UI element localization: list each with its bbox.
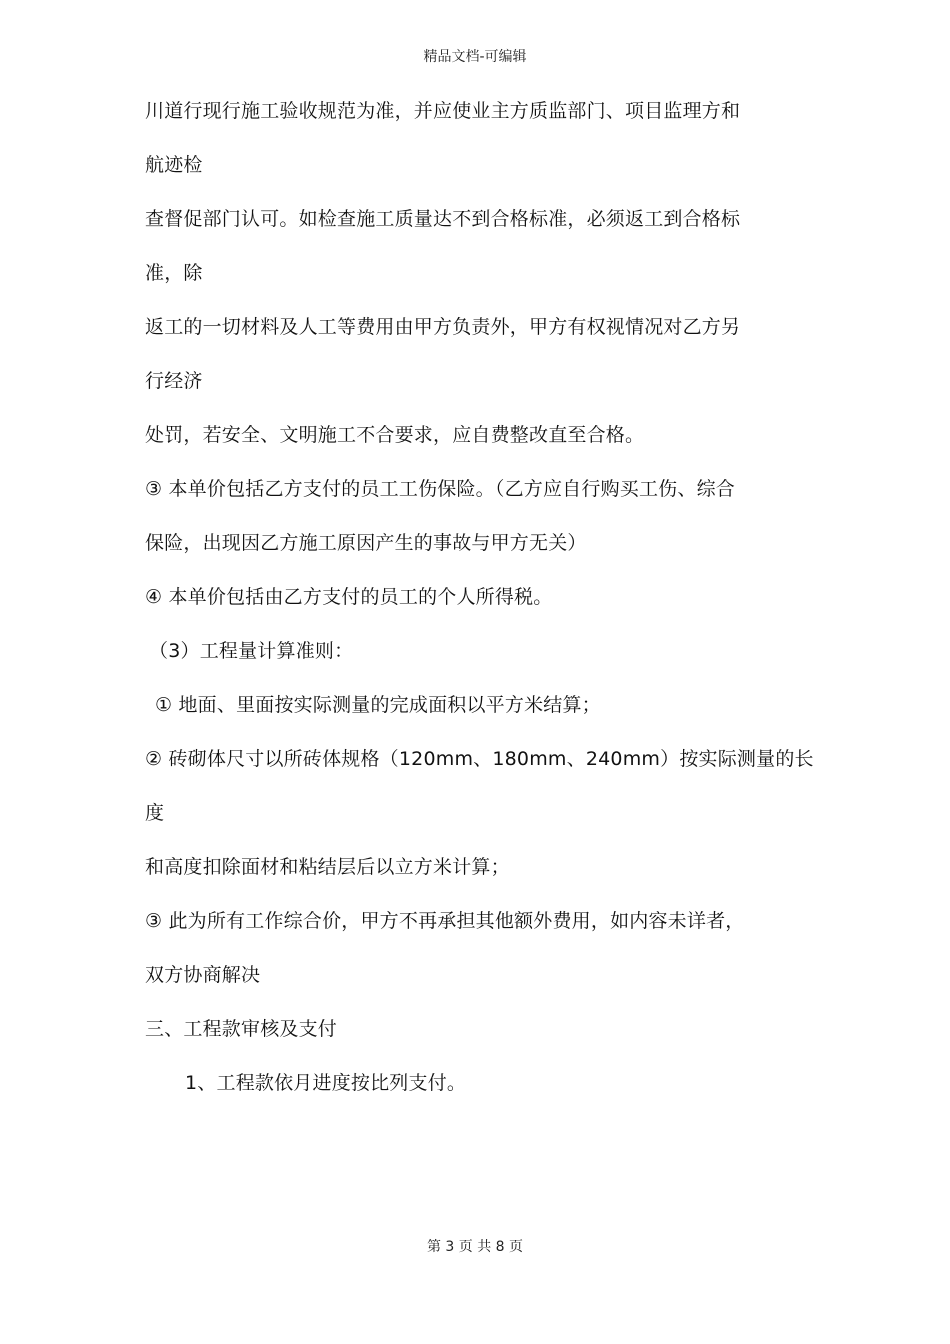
paragraph-line: 准，除 [145,262,203,284]
paragraph-line: 处罚，若安全、文明施工不合要求，应自费整改直至合格。 [145,424,645,446]
document-body [145,84,825,1110]
numbered-item-line: 1、工程款依月进度按比列支付。 [185,1072,467,1094]
paragraph-line: 行经济 [145,370,203,392]
paragraph-line: 保险，出现因乙方施工原因产生的事故与甲方无关） [145,532,587,554]
numbered-item-line: ② 砖砌体尺寸以所砖体规格（120mm、180mm、240mm）按实际测量的长 [145,748,814,770]
paragraph-line: 查督促部门认可。如检查施工质量达不到合格标准，必须返工到合格标 [145,208,741,230]
paragraph-line: 返工的一切材料及人工等费用由甲方负责外，甲方有权视情况对乙方另 [145,316,741,338]
paragraph-line: 双方协商解决 [145,964,261,986]
paragraph-line: 和高度扣除面材和粘结层后以立方米计算； [145,856,510,878]
page-footer: 第 3 页 共 8 页 [426,1239,524,1255]
section-subheading: （3）工程量计算准则： [149,640,354,662]
paragraph-line: 度 [145,802,165,824]
numbered-item-line: ① 地面、里面按实际测量的完成面积以平方米结算； [155,694,601,716]
section-heading: 三、工程款审核及支付 [145,1018,338,1040]
paragraph-line: 航迹检 [145,154,203,176]
paragraph-line: 川道行现行施工验收规范为准，并应使业主方质监部门、项目监理方和 [145,100,741,122]
numbered-item-line: ③ 本单价包括乙方支付的员工工伤保险。（乙方应自行购买工伤、综合 [145,478,735,500]
page-header: 精品文档-可编辑 [423,49,527,65]
numbered-item-line: ③ 此为所有工作综合价，甲方不再承担其他额外费用，如内容未详者， [145,910,745,932]
numbered-item-line: ④ 本单价包括由乙方支付的员工的个人所得税。 [145,586,553,608]
